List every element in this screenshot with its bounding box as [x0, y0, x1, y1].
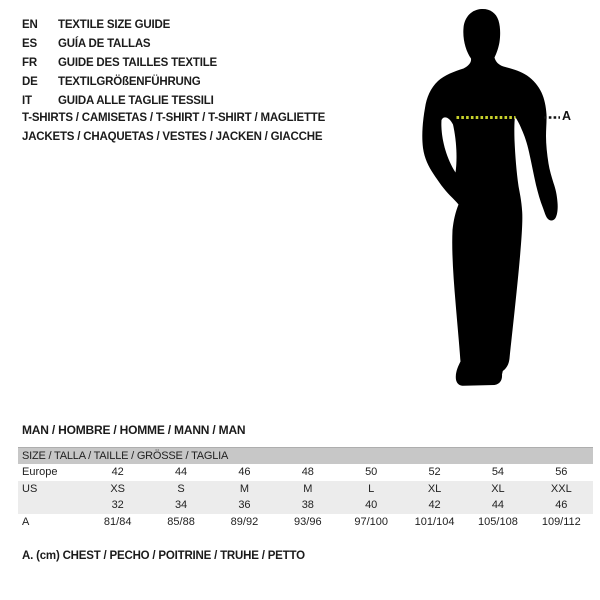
table-cell: 40: [365, 499, 378, 512]
language-code: DE: [22, 75, 38, 88]
table-row-us-numeric: [18, 497, 593, 514]
table-cell: 54: [491, 466, 505, 479]
language-code: FR: [22, 56, 37, 69]
table-cell: 105/108: [478, 516, 518, 529]
table-cell: 46: [238, 466, 251, 479]
table-cell: 89/92: [230, 516, 259, 529]
product-line-tshirts: T-SHIRTS / CAMISETAS / T-SHIRT / T-SHIRT / MAGLIETTE: [22, 112, 326, 124]
table-cell: XL: [491, 482, 505, 495]
language-title: GUIDE DES TAILLES TEXTILE: [58, 56, 217, 69]
measure-label-a: A: [562, 109, 572, 123]
language-title: GUÍA DE TALLAS: [58, 37, 151, 50]
table-cell: M: [239, 482, 250, 495]
table-cell: 36: [238, 499, 251, 512]
table-cell: 32: [111, 499, 124, 512]
table-cell: 44: [174, 466, 188, 479]
table-cell: 109/112: [541, 516, 581, 529]
language-code: IT: [22, 94, 32, 107]
table-cell: 34: [174, 499, 188, 512]
table-row-chest-measure: [18, 514, 593, 531]
product-category-lines: [22, 109, 325, 146]
table-cell: 85/88: [167, 516, 195, 529]
language-row-en: [22, 15, 217, 34]
language-title: TEXTILE SIZE GUIDE: [58, 18, 171, 31]
language-row-es: [22, 34, 217, 53]
row-label: US: [22, 482, 38, 495]
table-cell: 81/84: [103, 516, 132, 529]
size-table: [18, 447, 593, 530]
table-cell: XXL: [550, 482, 572, 495]
table-cell: 56: [555, 466, 568, 479]
man-silhouette: [400, 0, 600, 400]
table-cell: 97/100: [354, 516, 389, 529]
table-row-europe: [18, 464, 593, 481]
table-cell: 50: [365, 466, 378, 479]
language-list: [22, 15, 217, 110]
table-cell: 48: [301, 466, 314, 479]
language-row-it: [22, 91, 217, 110]
table-cell: 38: [301, 499, 314, 512]
language-row-fr: [22, 53, 217, 72]
measurement-footnote: A. (cm) CHEST / PECHO / POITRINE / TRUHE / PETTO: [22, 550, 305, 562]
language-row-de: [22, 72, 217, 91]
table-cell: 52: [428, 466, 441, 479]
table-cell: M: [303, 482, 313, 495]
table-cell: 42: [428, 499, 441, 512]
table-cell: 42: [111, 466, 124, 479]
man-silhouette-body: [422, 9, 557, 386]
table-cell: L: [368, 482, 375, 495]
table-cell: S: [177, 482, 185, 495]
table-cell: 101/104: [414, 516, 455, 529]
product-line-jackets: JACKETS / CHAQUETAS / VESTES / JACKEN / GIACCHE: [22, 130, 323, 143]
language-code: EN: [22, 18, 38, 31]
table-row-us: [18, 481, 593, 498]
table-cell: 93/96: [294, 516, 322, 529]
language-title: GUIDA ALLE TAGLIE TESSILI: [58, 94, 214, 107]
row-label: A: [22, 516, 30, 529]
section-heading-man: MAN / HOMBRE / HOMME / MANN / MAN: [22, 423, 246, 437]
row-label: Europe: [22, 466, 58, 479]
size-table-header: SIZE / TALLA / TAILLE / GRÖSSE / TAGLIA: [18, 447, 593, 464]
language-title: TEXTILGRÖßENFÜHRUNG: [58, 75, 201, 88]
table-cell: XL: [427, 482, 442, 495]
language-code: ES: [22, 37, 37, 50]
table-cell: XS: [110, 482, 126, 495]
table-cell: 46: [555, 499, 568, 512]
table-cell: 44: [491, 499, 505, 512]
